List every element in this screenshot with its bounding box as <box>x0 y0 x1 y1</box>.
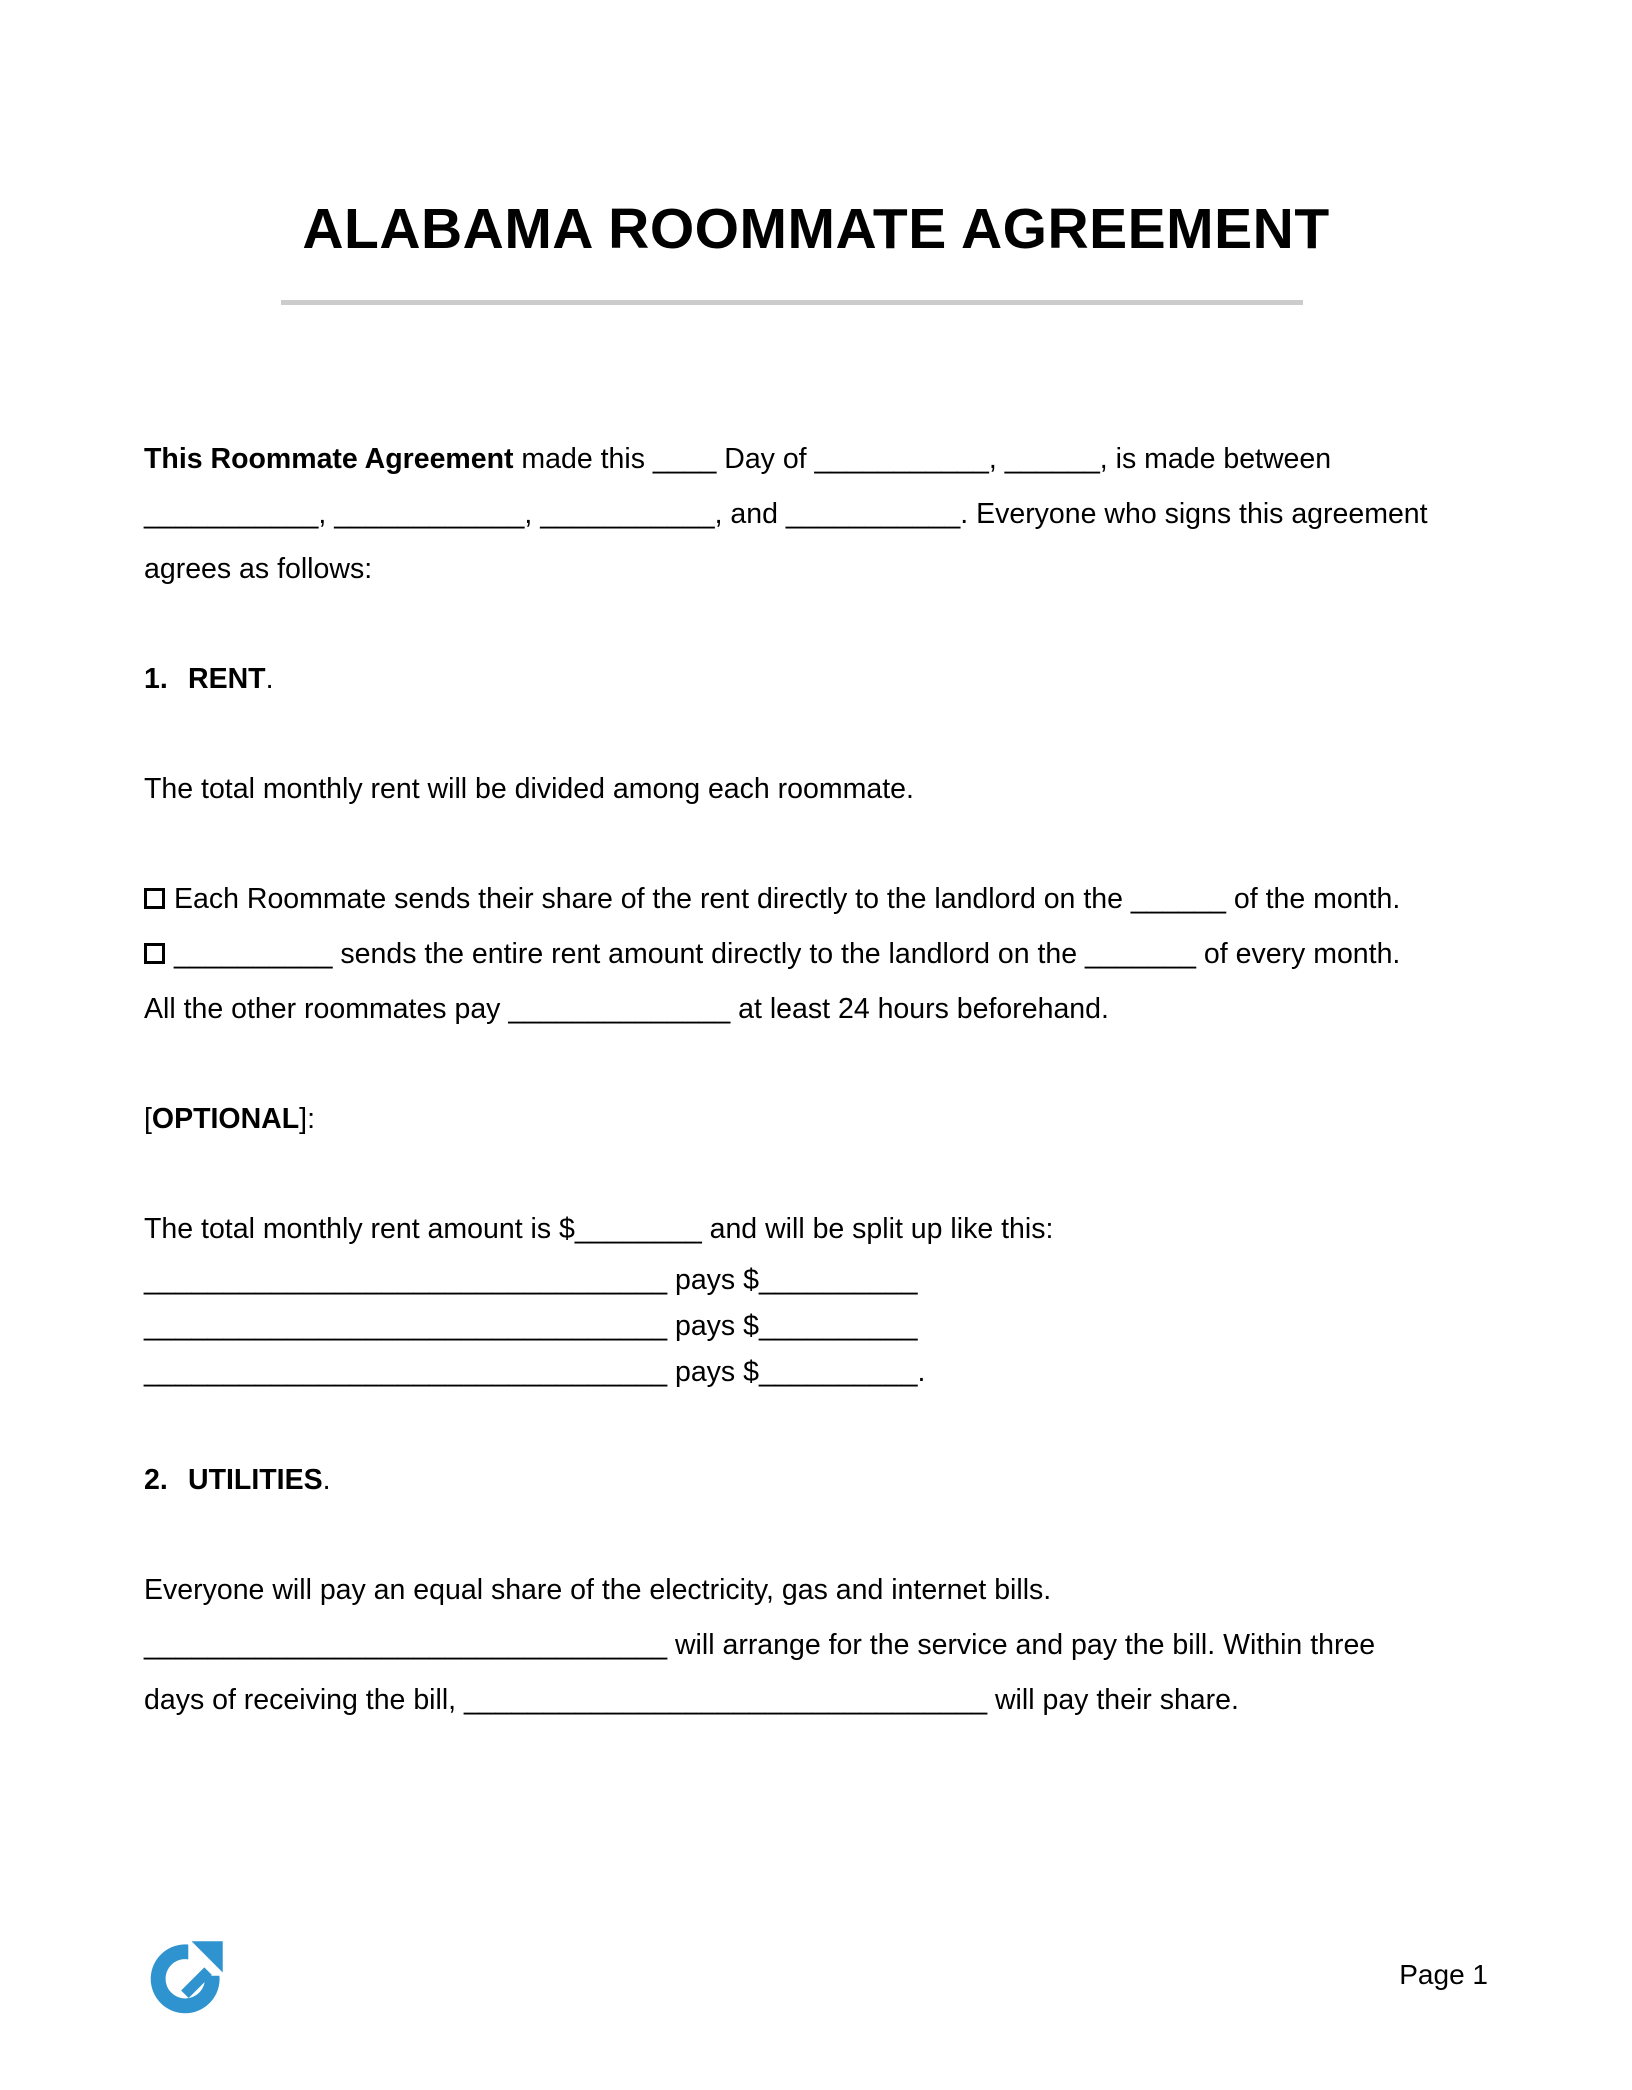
rent-option-2 <box>144 927 1434 1037</box>
checkbox-icon[interactable] <box>144 888 165 909</box>
intro-paragraph <box>144 432 1434 597</box>
title-divider <box>281 300 1303 305</box>
rent-option-2-label: __________ sends the entire rent amount directly to the landlord on the _______ of every month. All the other roommates pay ______________ at least 24 hours beforehand. <box>144 938 1401 1025</box>
optional-word: OPTIONAL <box>151 1103 300 1135</box>
section-title-1-suffix: . <box>265 663 274 695</box>
rent-split-line: _________________________________ pays $__________ <box>144 1264 918 1296</box>
section-number-1: 1. <box>144 663 168 695</box>
utilities-paragraph-1: Everyone will pay an equal share of the electricity, gas and internet bills. <box>144 1574 1052 1606</box>
intro-rest: made this ____ Day of ___________, ______, is made between ___________, ____________, ___________, and ___________. Everyone who signs this agreement agrees as follows: <box>144 443 1428 585</box>
optional-label <box>144 1092 1434 1147</box>
intro-lead-bold: This Roommate Agreement <box>144 443 514 475</box>
rent-split-line: _________________________________ pays $__________ <box>144 1310 918 1342</box>
checkbox-icon[interactable] <box>144 943 165 964</box>
document-body <box>144 432 1434 1728</box>
section-title-2: UTILITIES <box>188 1464 323 1496</box>
section-heading-utilities <box>144 1453 1434 1508</box>
external-link-circle-logo-icon <box>144 1938 226 2020</box>
rent-split-line: _________________________________ pays $__________. <box>144 1356 926 1388</box>
rent-option-1 <box>144 872 1434 927</box>
section-number-2: 2. <box>144 1464 168 1496</box>
section-title-2-suffix: . <box>322 1464 331 1496</box>
section-heading-rent <box>144 652 1434 707</box>
optional-rent-total-line: The total monthly rent amount is $________ and will be split up like this: <box>144 1213 1054 1245</box>
rent-intro-paragraph: The total monthly rent will be divided among each roommate. <box>144 773 914 805</box>
section-title-1: RENT <box>188 663 266 695</box>
page-number: Page 1 <box>1399 1959 1488 1990</box>
optional-bracket-open: [ <box>144 1103 152 1135</box>
page-title: ALABAMA ROOMMATE AGREEMENT <box>302 197 1330 262</box>
utilities-paragraph-2: _________________________________ will arrange for the service and pay the bill. Within three days of receiving the bill, _________________________________ will pay their share. <box>144 1629 1376 1716</box>
optional-bracket-close: ]: <box>299 1103 316 1135</box>
rent-option-1-label: Each Roommate sends their share of the rent directly to the landlord on the ______ of the month. <box>174 883 1401 915</box>
